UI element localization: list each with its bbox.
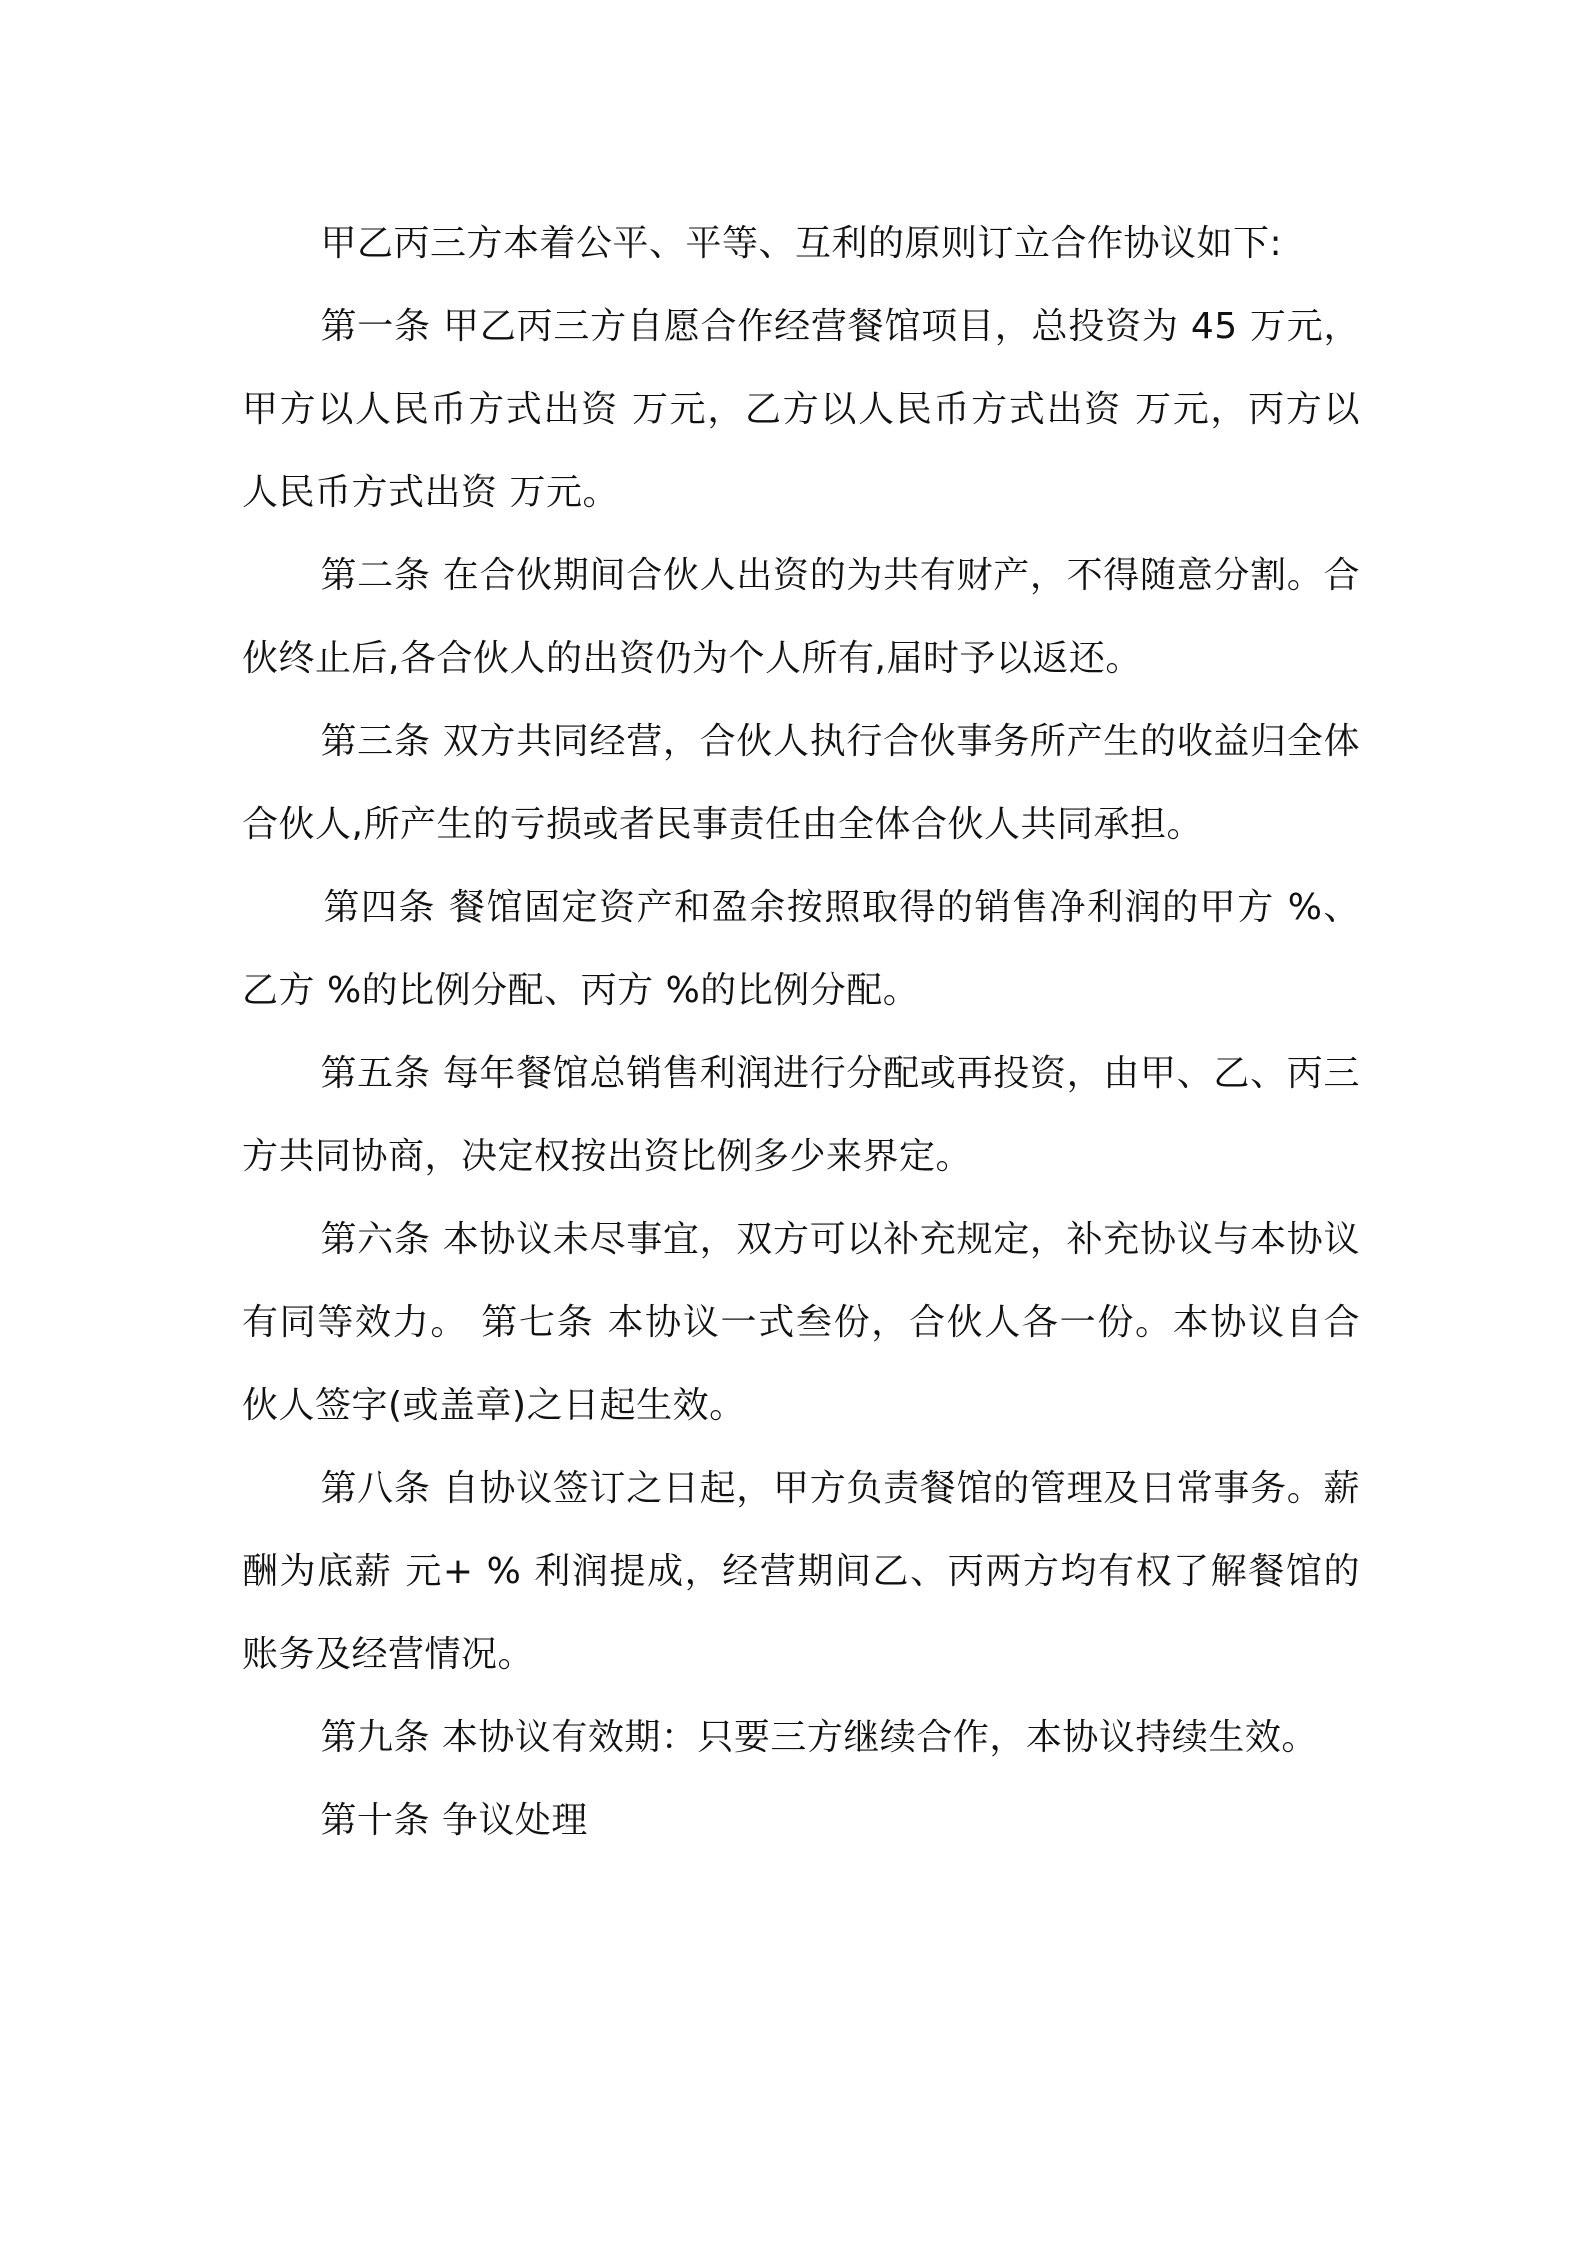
agreement-body <box>242 202 1360 1862</box>
article-2-paragraph: 第二条 在合伙期间合伙人出资的为共有财产，不得随意分割。合伙终止后,各合伙人的出资仍为个人所有,届时予以返还。 <box>242 555 1360 679</box>
article-8-paragraph: 第八条 自协议签订之日起，甲方负责餐馆的管理及日常事务。薪酬为底薪 元+ % 利润提成，经营期间乙、丙两方均有权了解餐馆的账务及经营情况。 <box>242 1468 1360 1675</box>
article-4-paragraph: 第四条 餐馆固定资产和盈余按照取得的销售净利润的甲方 %、乙方 %的比例分配、丙方 %的比例分配。 <box>242 887 1360 1011</box>
article-5-paragraph: 第五条 每年餐馆总销售利润进行分配或再投资，由甲、乙、丙三方共同协商，决定权按出资比例多少来界定。 <box>242 1053 1360 1177</box>
article-10-heading: 第十条 争议处理 <box>320 1800 588 1841</box>
preamble-paragraph: 甲乙丙三方本着公平、平等、互利的原则订立合作协议如下: <box>320 223 1283 264</box>
article-9-paragraph: 第九条 本协议有效期：只要三方继续合作，本协议持续生效。 <box>320 1717 1318 1758</box>
article-1-paragraph: 第一条 甲乙丙三方自愿合作经营餐馆项目，总投资为 45 万元，甲方以人民币方式出资 万元，乙方以人民币方式出资 万元，丙方以人民币方式出资 万元。 <box>242 306 1360 513</box>
article-3-paragraph: 第三条 双方共同经营，合伙人执行合伙事务所产生的收益归全体合伙人,所产生的亏损或者民事责任由全体合伙人共同承担。 <box>242 721 1360 845</box>
article-6-7-paragraph: 第六条 本协议未尽事宜，双方可以补充规定，补充协议与本协议有同等效力。 第七条 本协议一式叁份，合伙人各一份。本协议自合伙人签字(或盖章)之日起生效。 <box>242 1219 1360 1426</box>
